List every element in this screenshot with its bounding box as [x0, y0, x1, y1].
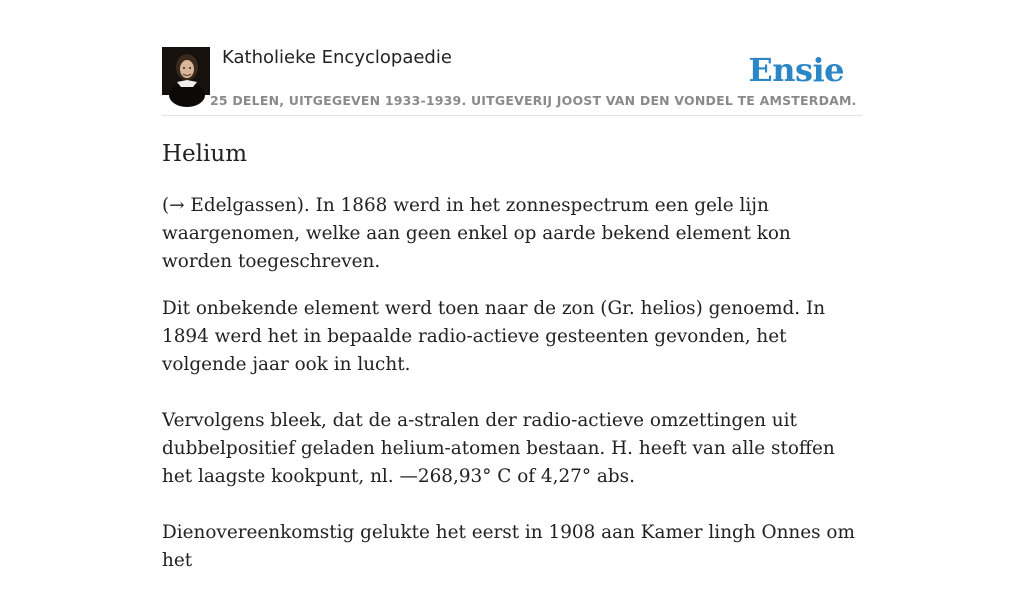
article-paragraph: Dienovereenkomstig gelukte het eerst in 1908 aan Kamer lingh Onnes om het — [162, 522, 855, 571]
publication-header — [162, 46, 862, 116]
publication-title[interactable]: Katholieke Encyclopaedie — [222, 47, 452, 68]
article-content — [162, 138, 862, 594]
publication-subtitle: 25 DELEN, UITGEGEVEN 1933-1939. UITGEVERIJ JOOST VAN DEN VONDEL TE AMSTERDAM. — [210, 93, 857, 108]
portrait-avatar-icon[interactable] — [162, 47, 210, 95]
article-paragraph: Dit onbekende element werd toen naar de zon (Gr. helios) genoemd. In 1894 werd het in bepaalde radio-actieve gesteenten gevonden, het volgende jaar ook in lucht. — [162, 298, 826, 375]
article-paragraph: Vervolgens bleek, dat de a-stralen der radio-actieve omzettingen uit dubbelpositief geladen helium-atomen bestaan. H. heeft van alle stoffen het laagste kookpunt, nl. —268,93° C of 4,27° abs. — [162, 410, 835, 487]
article-paragraph: (→ Edelgassen). In 1868 werd in het zonnespectrum een gele lijn waargenomen, welke aan geen enkel op aarde bekend element kon worden toegeschreven. — [162, 195, 791, 272]
article-title: Helium — [162, 141, 248, 167]
ensie-logo-link[interactable]: Ensie — [748, 51, 844, 89]
portrait-avatar-svg — [162, 47, 210, 95]
